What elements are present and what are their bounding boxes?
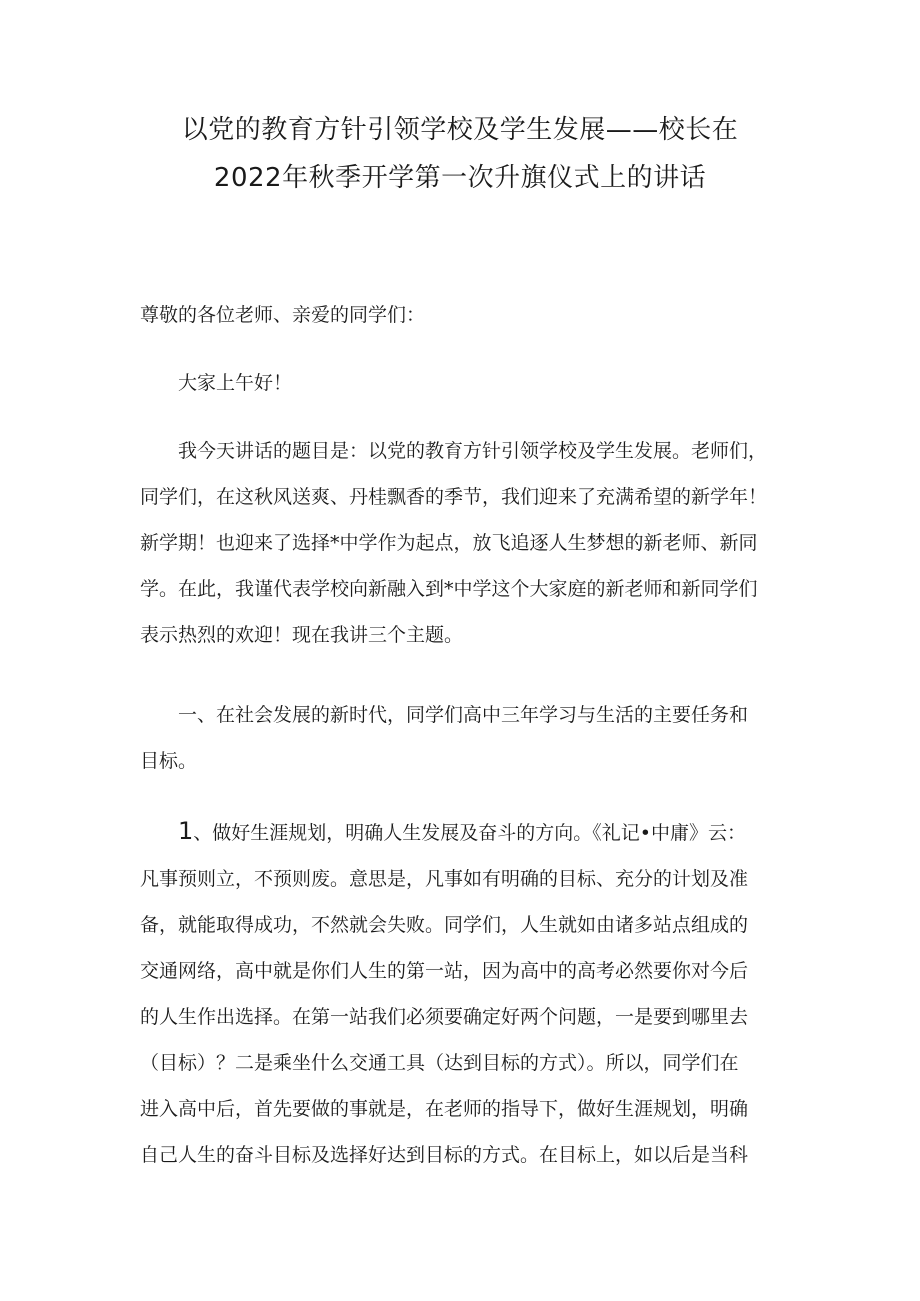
section-heading-line: 一、在社会发展的新时代，同学们高中三年学习与生活的主要任务和	[178, 704, 749, 726]
point-1-line: 自己人生的奋斗目标及选择好达到目标的方式。在目标上，如以后是当科	[140, 1144, 749, 1166]
point-1-line: （目标）？二是乘坐什么交通工具（达到目标的方式）。所以，同学们在	[140, 1052, 739, 1074]
salutation-block	[140, 292, 780, 338]
intro-line: 同学们，在这秋风送爽、丹桂飘香的季节，我们迎来了充满希望的新学年！	[140, 486, 768, 508]
section-heading-line: 目标。	[140, 750, 198, 772]
point-1-line: 、做好生涯规划，明确人生发展及奋斗的方向。《礼记•中庸》云：	[193, 822, 746, 844]
intro-line: 学。在此，我谨代表学校向新融入到*中学这个大家庭的新老师和新同学们	[140, 578, 758, 600]
point-1-first-line	[140, 808, 780, 856]
point-1-line: 进入高中后，首先要做的事就是，在老师的指导下，做好生涯规划，明确	[140, 1098, 749, 1120]
point-1-line: 凡事预则立，不预则废。意思是，凡事如有明确的目标、充分的计划及准	[140, 868, 749, 890]
intro-line: 新学期！也迎来了选择*中学作为起点，放飞追逐人生梦想的新老师、新同	[140, 532, 758, 554]
title-line-2: 2022年秋季开学第一次升旗仪式上的讲话	[213, 163, 707, 193]
greeting-block	[140, 360, 780, 406]
intro-paragraph	[140, 428, 780, 658]
point-1-line: 的人生作出选择。在第一站我们必须要确定好两个问题，一是要到哪里去	[140, 1006, 749, 1028]
intro-line: 表示热烈的欢迎！现在我讲三个主题。	[140, 624, 464, 646]
point-1-paragraph	[140, 808, 780, 1178]
point-1-line: 交通网络，高中就是你们人生的第一站，因为高中的高考必然要你对今后	[140, 960, 749, 982]
point-1-number: 1	[178, 817, 194, 845]
greeting: 大家上午好！	[178, 372, 293, 394]
salutation: 尊敬的各位老师、亲爱的同学们：	[140, 304, 426, 326]
title-line-1: 以党的教育方针引领学校及学生发展——校长在	[181, 115, 739, 145]
point-1-line: 备，就能取得成功，不然就会失败。同学们，人生就如由诸多站点组成的	[140, 914, 749, 936]
document-title	[100, 106, 820, 202]
section-1-heading	[140, 692, 780, 784]
intro-line: 我今天讲话的题目是：以党的教育方针引领学校及学生发展。老师们，	[178, 440, 768, 462]
